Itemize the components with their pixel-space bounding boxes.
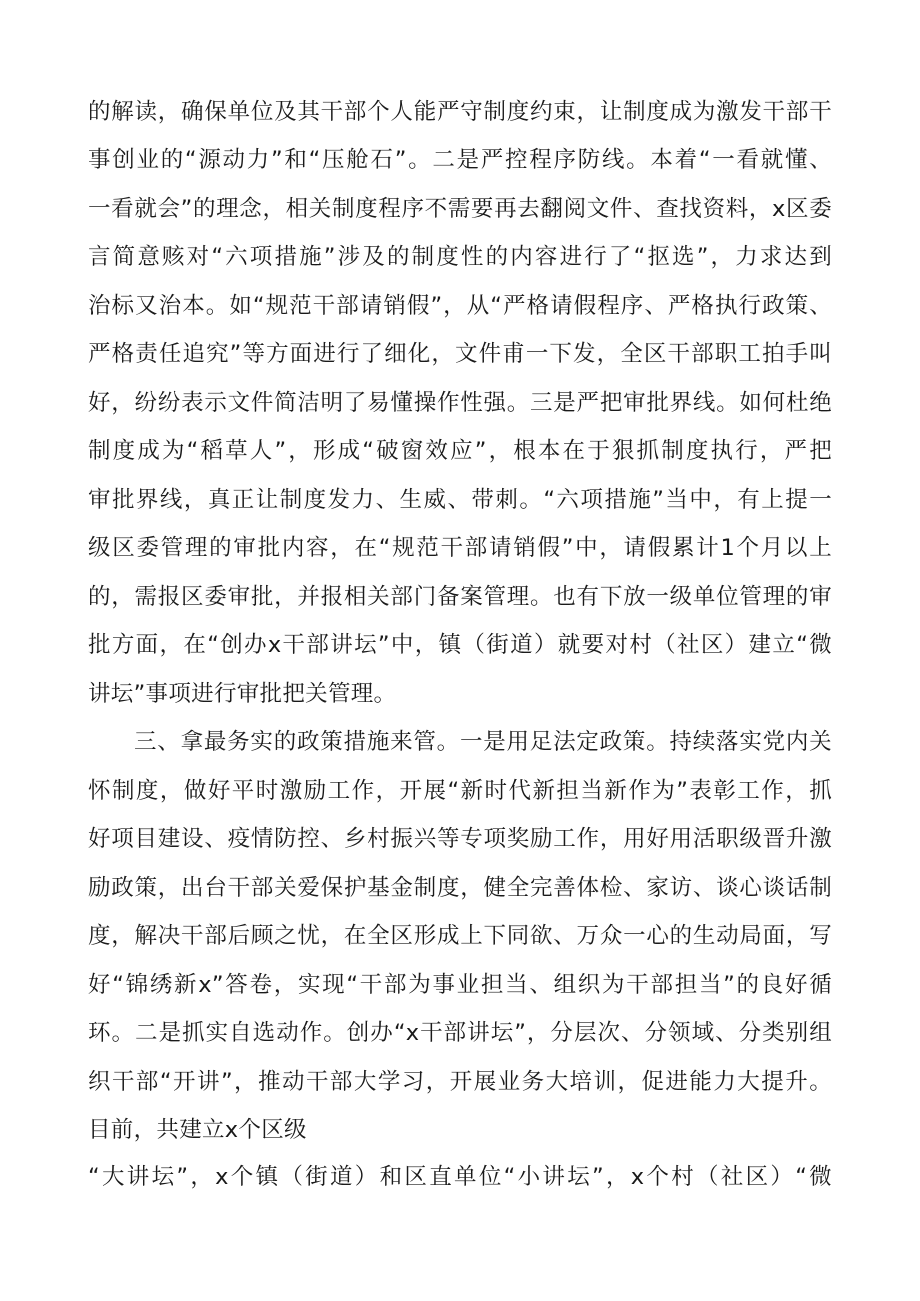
text-line: 好“锦绣新x”答卷，实现“干部为事业担当、组织为干部担当”的良好循 (88, 972, 832, 998)
text-line: “大讲坛”，x个镇（街道）和区直单位“小讲坛”，x个村（社区）“微 (88, 1164, 832, 1190)
text-line: 事创业的“源动力”和“压舱石”。二是严控程序防线。本着“一看就懂、 (88, 147, 832, 173)
text-line: 目前，共建立x个区级 (88, 1117, 307, 1143)
text-line: 严格责任追究”等方面进行了细化，文件甫一下发，全区干部职工拍手叫 (88, 341, 832, 367)
text-line: 制度成为“稻草人”，形成“破窗效应”，根本在于狠抓制度执行，严把 (88, 438, 832, 464)
text-line: 励政策，出台干部关爱保护基金制度，健全完善体检、家访、谈心谈话制 (88, 875, 832, 901)
text-line: 一看就会”的理念，相关制度程序不需要再去翻阅文件、查找资料，x区委 (88, 196, 832, 222)
text-line: 好项目建设、疫情防控、乡村振兴等专项奖励工作，用好用活职级晋升激 (88, 826, 832, 852)
text-line: 讲坛”事项进行审批把关管理。 (88, 681, 397, 707)
paragraph-first-line: 三、拿最务实的政策措施来管。一是用足法定政策。持续落实党内关 (134, 729, 832, 755)
text-line: 审批界线，真正让制度发力、生威、带刺。“六项措施”当中，有上提一 (88, 487, 832, 513)
text-line: 治标又治本。如“规范干部请销假”，从“严格请假程序、严格执行政策、 (88, 293, 832, 319)
text-line: 批方面，在“创办x干部讲坛”中，镇（街道）就要对村（社区）建立“微 (88, 632, 832, 658)
text-line: 的解读，确保单位及其干部个人能严守制度约束，让制度成为激发干部干 (88, 99, 832, 125)
text-line: 的，需报区委审批，并报相关部门备案管理。也有下放一级单位管理的审 (88, 584, 832, 610)
text-line: 好，纷纷表示文件简洁明了易懂操作性强。三是严把审批界线。如何杜绝 (88, 390, 832, 416)
text-line: 言简意赅对“六项措施”涉及的制度性的内容进行了“抠选”，力求达到 (88, 244, 832, 270)
text-line: 怀制度，做好平时激励工作，开展“新时代新担当新作为”表彰工作，抓 (88, 778, 832, 804)
text-line: 织干部“开讲”，推动干部大学习，开展业务大培训，促进能力大提升。 (88, 1069, 832, 1095)
text-line: 环。二是抓实自选动作。创办“x干部讲坛”，分层次、分领域、分类别组 (88, 1020, 832, 1046)
text-line: 度，解决干部后顾之忧，在全区形成上下同欲、万众一心的生动局面，写 (88, 923, 832, 949)
text-line: 级区委管理的审批内容，在“规范干部请销假”中，请假累计1个月以上 (88, 535, 832, 561)
